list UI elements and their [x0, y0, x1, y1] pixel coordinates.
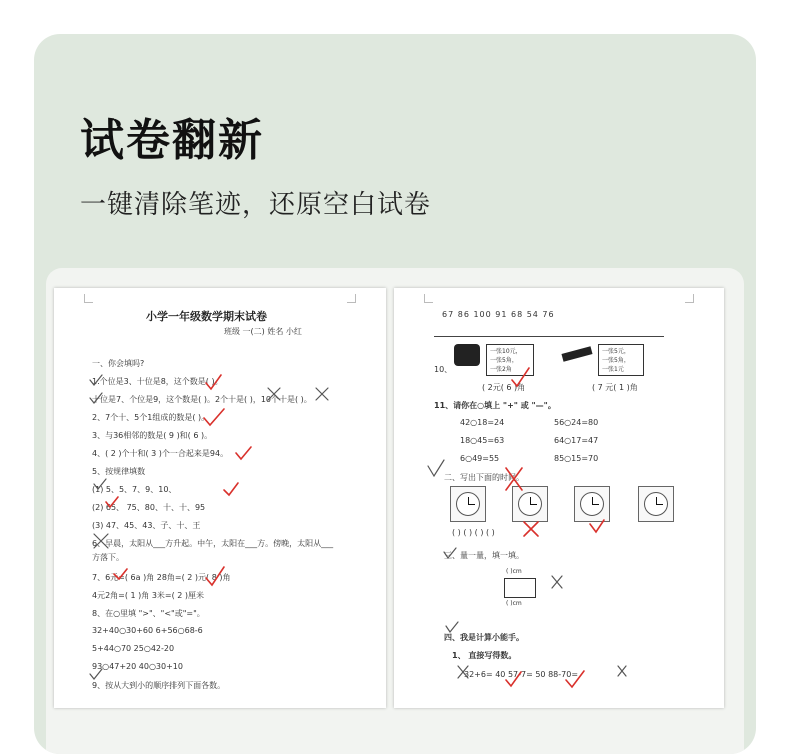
price-line: 一张5角，	[490, 357, 518, 364]
q10-answer: ( 2元( 6 )角	[482, 383, 526, 392]
exam-line: (3) 47、45、43、子、十、王	[92, 521, 201, 530]
q3-label: ( )cm	[506, 600, 522, 607]
grading-marks	[394, 288, 724, 708]
exam-page-right	[394, 288, 724, 708]
feature-subtitle: 一键清除笔迹，还原空白试卷	[80, 190, 432, 220]
exam-line: 7、6元=( 6a )角 28角=( 2 )元( 8 )角	[92, 573, 231, 582]
exam-line: 4元2角=( 1 )角 3米=( 2 )厘米	[92, 591, 205, 600]
q11-title: 11、请你在○填上 "+" 或 "—"。	[434, 401, 556, 410]
price-line: 一张10元，	[490, 348, 522, 355]
q11-item: 85○15=70	[554, 454, 599, 463]
class-name-line: 班级 一(二) 姓名 小红	[224, 327, 302, 336]
exam-line: 十位是7、个位是9，这个数是( )。2个十是( )，10个十是( )。	[92, 395, 312, 404]
exam-line: 一、你会填吗?	[92, 359, 145, 368]
feature-card	[34, 34, 756, 754]
number-row: 67 86 100 91 68 54 76	[442, 310, 555, 319]
exam-line: 93○47+20 40○30+10	[92, 662, 183, 671]
q11-item: 18○45=63	[460, 436, 505, 445]
exam-line: 5+44○70 25○42-20	[92, 644, 175, 653]
q4-title: 四、我是计算小能手。	[444, 633, 524, 642]
exam-line: 9、按从大到小的顺序排列下面各数。	[92, 681, 226, 690]
exam-line: 4、( 2 )个十和( 3 )个一合起来是94。	[92, 449, 229, 458]
exam-line: 方落下。	[92, 553, 124, 562]
feature-title: 试卷翻新	[80, 115, 264, 166]
q11-item: 6○49=55	[460, 454, 500, 463]
q3-title: 三、量一量，填一填。	[444, 551, 524, 560]
clock-answers: ( ) ( ) ( ) ( )	[452, 528, 495, 537]
price-line: 一张2角	[490, 366, 512, 373]
q11-item: 64○17=47	[554, 436, 599, 445]
exam-sheet-preview	[46, 268, 744, 754]
exam-title: 小学一年级数学期末试卷	[146, 310, 267, 323]
exam-line: 5、按规律填数	[92, 467, 146, 476]
q10-label: 10、	[434, 365, 453, 374]
price-line: 一张5元，	[602, 348, 630, 355]
q11-item: 56○24=80	[554, 418, 599, 427]
exam-line: 1.个位是3、十位是8，这个数是( )。	[92, 377, 223, 386]
q4-line: 32+6= 40 57-7= 50 88-70=	[464, 670, 579, 679]
exam-line: 3、与36相邻的数是( 9 )和( 6 )。	[92, 431, 213, 440]
q4-sub: 1、 直接写得数。	[452, 651, 517, 660]
exam-page-left	[54, 288, 386, 708]
exam-line: (1) 5、5、7、9、10、	[92, 485, 177, 494]
grading-marks	[54, 288, 386, 708]
exam-line: (2) 65、 75、80、十、十、95	[92, 503, 206, 512]
exam-line: 2、7个十、5个1组成的数是( )。	[92, 413, 210, 422]
exam-line: 8、在○里填 ">"、"<"或"="。	[92, 609, 205, 618]
price-line: 一张5角，	[602, 357, 630, 364]
q10-answer: ( 7 元( 1 )角	[592, 383, 638, 392]
exam-line: 32+40○30+60 6+56○68-6	[92, 626, 203, 635]
q12-title: 二、写出下面的时间。	[444, 473, 524, 482]
exam-line: 6、早晨，太阳从___方升起。中午，太阳在___方。傍晚，太阳从___	[92, 539, 334, 548]
q3-label: ( )cm	[506, 568, 522, 575]
q11-item: 42○18=24	[460, 418, 505, 427]
price-line: 一张1元	[602, 366, 624, 373]
